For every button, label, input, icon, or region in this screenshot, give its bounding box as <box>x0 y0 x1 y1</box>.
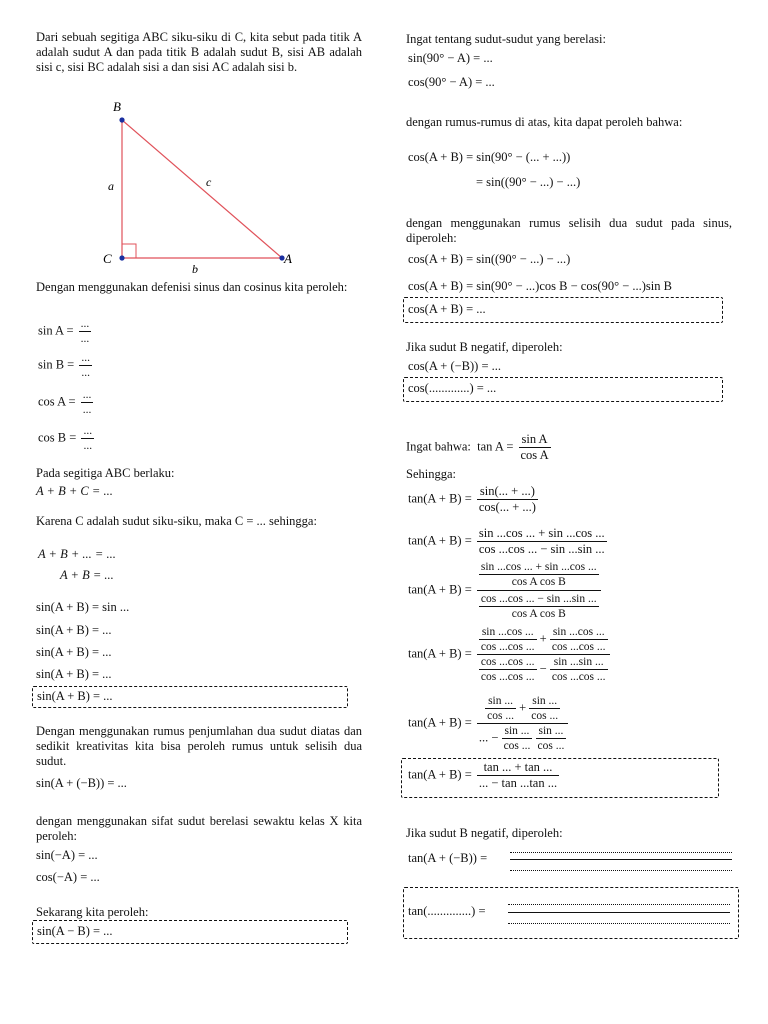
selisih-paragraph: Dengan menggunakan rumus penjumlahan dua sudut diatas dan sedikit kreativitas kita bisa peroleh rumus untuk selisih dua sudut. <box>36 724 362 768</box>
tan-negative-b: tan(A + (−B)) = <box>408 851 488 865</box>
ingat-paragraph: Ingat tentang sudut-sudut yang berelasi: <box>406 32 606 46</box>
sin-sum-line-3: sin(A + B) = ... <box>36 645 112 659</box>
cos-sum-step-3: cos(A + B) = sin((90° − ...) − ...) <box>408 252 571 266</box>
relation-cos: cos(90° − A) = ... <box>408 75 495 89</box>
sin-sum-answer: sin(A + B) = ... <box>37 689 113 703</box>
abc-paragraph: Pada segitiga ABC berlaku: <box>36 466 175 480</box>
sin-difference-answer: sin(A − B) = ... <box>37 924 113 938</box>
vertex-b-point <box>119 117 124 122</box>
selisih-sinus-paragraph: dengan menggunakan rumus selisih dua sudut pada sinus, diperoleh: <box>406 216 732 245</box>
label-c: C <box>103 251 112 266</box>
intro-paragraph: Dari sebuah segitiga ABC siku-siku di C, kita sebut pada titik A adalah sudut A dan pada titik B adalah sudut B, sisi AB adalah sisi c, sisi BC adalah sisi a dan sisi AC adalah sisi b. <box>36 30 362 74</box>
tan-step-3: tan(A + B) = $\frac{\frac{\sin ...\cos ... + \sin ...\cos ...}{\text{cos A cos B}}}{\frac{\cos ...\cos ... - \sin ...\sin ...}{\text{cos A cos B}}}$ <box>408 561 603 620</box>
cos-sum-step-4: cos(A + B) = sin(90° − ...)cos B − cos(90° − ...)sin B <box>408 279 672 293</box>
cos-minus-a: cos(−A) = ... <box>36 870 100 884</box>
cos-sum-step-1: cos(A + B) = sin(90° − (... + ...)) <box>408 150 571 164</box>
tan-step-1: tan(A + B) = $\frac{\sin(... + ...)}{\cos(... + ...)}$ <box>408 484 536 514</box>
label-side-b: b <box>192 262 198 276</box>
tan-step-4: tan(A + B) = $\frac{\sin ...\cos ...}{\cos ...\cos ...}$ + $\frac{\sin ...\cos ...}{\cos ...\cos ...}$ $\frac{\cos ...\cos ...}{\cos ...\cos ...}$ − $\frac{\sin ...\sin ...}{\cos ...\cos ...}$ <box>408 626 612 683</box>
relation-sin: sin(90° − A) = ... <box>408 51 493 65</box>
definition-paragraph: Dengan menggunakan defenisi sinus dan cosinus kita peroleh: <box>36 280 348 294</box>
sin-a-definition: sin A = $\frac{...}{...}$ <box>38 318 90 345</box>
cos-sum-answer: cos(A + B) = ... <box>408 302 486 316</box>
karena-paragraph: Karena C adalah sudut siku-siku, maka C = ... sehingga: <box>36 514 317 528</box>
tan-step-5: tan(A + B) = $\frac{\sin ...}{\cos ...}$ + $\frac{\sin ...}{\cos ...}$ ... − $\frac{\sin ...}{\cos ...}$ $\frac{\sin ...}{\cos ...}$ <box>408 695 570 752</box>
tan-difference-denominator-line[interactable] <box>508 923 730 924</box>
sum-equation-2: A + B = ... <box>60 568 114 582</box>
right-angle-marker <box>122 244 136 258</box>
sin-sum-line-4: sin(A + B) = ... <box>36 667 112 681</box>
sin-minus-a: sin(−A) = ... <box>36 848 98 862</box>
vertex-c-point <box>119 255 124 260</box>
sehingga-label: Sehingga: <box>406 467 456 481</box>
tan-difference-answer: tan(..............) = <box>408 904 486 918</box>
cos-a-definition: cos A = $\frac{...}{...}$ <box>38 389 92 416</box>
dengan-paragraph: dengan rumus-rumus di atas, kita dapat peroleh bahwa: <box>406 115 683 129</box>
cos-sum-step-2: = sin((90° − ...) − ...) <box>476 175 581 189</box>
tan-definition: Ingat bahwa: tan A = $\frac{\text{sin A}}{\text{cos A}}$ <box>406 432 549 462</box>
tan-step-2: tan(A + B) = $\frac{\sin ...\cos ... + \sin ...\cos ...}{\cos ...\cos ... - \sin ...\sin ...}$ <box>408 526 605 556</box>
cos-b-definition: cos B = $\frac{...}{...}$ <box>38 425 93 452</box>
tan-difference-fraction-bar <box>508 912 730 913</box>
side-ab-line <box>122 120 282 258</box>
label-side-a: a <box>108 179 114 193</box>
tan-negative-numerator-line[interactable] <box>510 852 732 853</box>
sekarang-paragraph: Sekarang kita peroleh: <box>36 905 149 919</box>
label-side-c: c <box>206 175 212 189</box>
abc-sum-equation: A + B + C = ... <box>36 484 113 498</box>
sum-equation-1: A + B + ... = ... <box>38 547 116 561</box>
tan-negative-denominator-line[interactable] <box>510 870 732 871</box>
sin-negative-b: sin(A + (−B)) = ... <box>36 776 127 790</box>
sin-sum-line-2: sin(A + B) = ... <box>36 623 112 637</box>
cos-difference-answer: cos(.............) = ... <box>408 381 497 395</box>
sifat-paragraph: dengan menggunakan sifat sudut berelasi sewaktu kelas X kita peroleh: <box>36 814 362 843</box>
right-triangle-diagram <box>96 98 306 278</box>
negatif-tan-paragraph: Jika sudut B negatif, diperoleh: <box>406 826 563 840</box>
sin-b-definition: sin B = $\frac{...}{...}$ <box>38 352 90 379</box>
tan-difference-numerator-line[interactable] <box>508 904 730 905</box>
tan-negative-fraction-bar <box>510 859 732 860</box>
cos-negative-b: cos(A + (−B)) = ... <box>408 359 502 373</box>
sin-sum-line-1: sin(A + B) = sin ... <box>36 600 130 614</box>
label-a: A <box>284 251 292 266</box>
label-b: B <box>113 99 121 114</box>
negatif-paragraph: Jika sudut B negatif, diperoleh: <box>406 340 563 354</box>
tan-sum-answer: tan(A + B) = $\frac{\tan ... + \tan ...}{... - \tan ...\tan ...}$ <box>408 760 558 790</box>
